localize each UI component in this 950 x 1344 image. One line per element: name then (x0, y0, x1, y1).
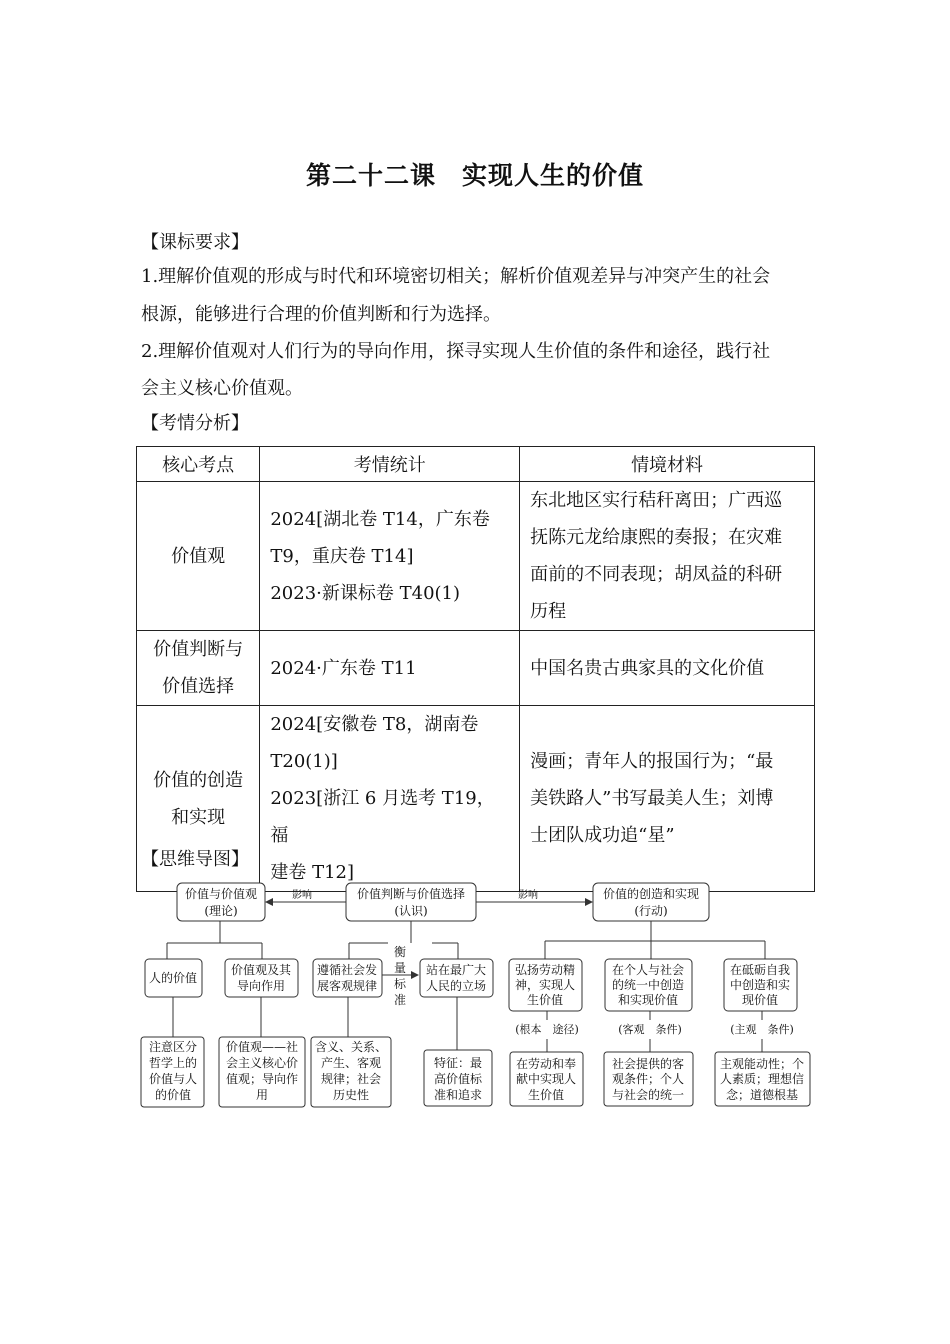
node-text: 历史性 (332, 1088, 370, 1102)
page-title: 第二十二课 实现人生的价值 (305, 161, 644, 190)
node-text: 产生、客观 (320, 1056, 382, 1070)
node-text: 注意区分 (148, 1040, 198, 1054)
requirements-heading: 【课标要求】 (141, 232, 249, 253)
node-text: 主观能动性；个 (719, 1057, 805, 1071)
node-text: 价值观——社 (225, 1040, 299, 1054)
arrow-label: 影响 (518, 890, 538, 901)
node-text: 在劳动和奉 (515, 1057, 577, 1071)
table-row (137, 482, 815, 631)
node-text: 导向作用 (236, 979, 286, 993)
node-text: 高价值标 (433, 1072, 483, 1086)
node-text: 中创造和实 (729, 978, 791, 992)
condition-tag: (根本 途径) (515, 1023, 579, 1036)
standard-label: 标 (393, 977, 407, 991)
arrow-label: 影响 (292, 890, 312, 901)
mind-map (140, 878, 812, 1110)
condition-tag: (主观 条件) (730, 1023, 794, 1036)
node-text: 遵循社会发 (316, 963, 378, 977)
node-text: 价值与价值观 (184, 887, 258, 901)
node-text: 社会提供的客 (611, 1057, 685, 1071)
table-cell (137, 631, 260, 706)
mindmap-heading: 【思维导图】 (141, 849, 249, 870)
requirement-2-line-1: 2.理解价值观对人们行为的导向作用，探寻实现人生价值的条件和途径，践行社 (141, 341, 771, 362)
node-text: 和实现价值 (617, 993, 679, 1007)
standard-label: 量 (393, 961, 407, 975)
node-text: 人民的立场 (425, 979, 487, 993)
requirement-2-line-2: 会主义核心价值观。 (141, 378, 303, 399)
node-text: 会主义核心价 (225, 1056, 299, 1070)
table-cell (520, 706, 815, 892)
table-cell (137, 482, 260, 631)
node-text: 展客观规律 (316, 979, 378, 993)
column-header: 核心考点 (137, 447, 260, 482)
node-text: 人素质；理想信 (719, 1072, 805, 1086)
node-text: 价值观及其 (230, 963, 292, 977)
cell-line: 美铁路人”书写最美人生；刘博 (530, 788, 774, 809)
node-text: 生价值 (527, 1088, 565, 1102)
cell-line: 士团队成功追“星” (530, 825, 675, 846)
node-text: 哲学上的 (148, 1056, 198, 1070)
cell-line: 2024[安徽卷 T8，湖南卷 (270, 714, 479, 735)
requirement-1-line-2: 根源，能够进行合理的价值判断和行为选择。 (141, 304, 501, 325)
node-text: 现价值 (741, 993, 779, 1007)
analysis-heading: 【考情分析】 (141, 413, 249, 434)
node-text: 规律；社会 (320, 1072, 382, 1086)
cell-line: 价值选择 (162, 676, 235, 697)
node-text: 的统一中创造 (611, 978, 685, 992)
cell-line: 价值的创造 (153, 769, 244, 791)
node-text: 观条件；个人 (611, 1072, 685, 1086)
node-text: 念；道德根基 (725, 1088, 799, 1102)
node-text: 与社会的统一 (611, 1088, 685, 1102)
node-text: 含义、关系、 (314, 1040, 388, 1054)
node-text: 献中实现人 (515, 1072, 577, 1086)
cell-line: 历程 (530, 601, 567, 622)
node-text: 在个人与社会 (611, 963, 685, 977)
cell-line: 2023[浙江 6 月选考 T19，福 (270, 788, 495, 846)
table-cell (260, 706, 520, 892)
cell-line: 2023·新课标卷 T40(1) (270, 582, 461, 604)
table-cell (520, 482, 815, 631)
cell-line: 2024[湖北卷 T14，广东卷 (270, 508, 490, 530)
node-text: 生价值 (526, 993, 564, 1007)
table-cell (520, 631, 815, 706)
table-cell (260, 482, 520, 631)
cell-line: 中国名贵古典家具的文化价值 (530, 657, 765, 679)
table-header-row (137, 447, 815, 482)
cell-line: 漫画；青年人的报国行为；“最 (530, 751, 774, 772)
node-text: 价值判断与价值选择 (356, 887, 466, 901)
node-text: (理论) (204, 904, 238, 918)
node-text: 准和追求 (433, 1088, 483, 1102)
cell-line: 东北地区实行秸秆离田；广西巡 (530, 490, 783, 511)
cell-line: 和实现 (171, 806, 226, 828)
node-text: 在砥砺自我 (729, 963, 791, 977)
condition-tag: (客观 条件) (618, 1023, 682, 1036)
node-text: 价值与人 (148, 1072, 198, 1086)
cell-line: 2024·广东卷 T11 (270, 657, 417, 679)
cell-line: 价值判断与 (153, 639, 244, 660)
table-cell (260, 631, 520, 706)
node-text: 站在最广大 (425, 963, 487, 977)
node-text: (认识) (394, 904, 428, 918)
node-text: 神，实现人 (514, 978, 576, 992)
column-header: 考情统计 (260, 447, 520, 482)
column-header: 情境材料 (520, 447, 815, 482)
cell-line: 价值观 (171, 545, 226, 567)
table-row (137, 631, 815, 706)
standard-label: 准 (393, 993, 407, 1007)
requirement-1-line-1: 1.理解价值观的形成与时代和环境密切相关；解析价值观差异与冲突产生的社会 (141, 266, 771, 287)
cell-line: T9，重庆卷 T14] (270, 545, 414, 567)
node-text: 价值的创造和实现 (602, 887, 700, 901)
node-text: 的价值 (154, 1088, 192, 1102)
node-text: 人的价值 (148, 971, 198, 985)
cell-line: 建卷 T12] (270, 862, 355, 883)
exam-analysis-table (136, 446, 815, 892)
cell-line: 抚陈元龙给康熙的奏报；在灾难 (530, 527, 783, 548)
standard-label: 衡 (393, 945, 407, 959)
node-text: (行动) (634, 904, 668, 918)
node-text: 弘扬劳动精 (514, 963, 576, 977)
node-text: 用 (255, 1088, 269, 1102)
cell-line: T20(1)] (270, 751, 338, 772)
cell-line: 面前的不同表现；胡凤益的科研 (530, 564, 783, 585)
node-text: 值观；导向作 (225, 1072, 299, 1086)
node-text: 特征：最 (433, 1056, 483, 1070)
